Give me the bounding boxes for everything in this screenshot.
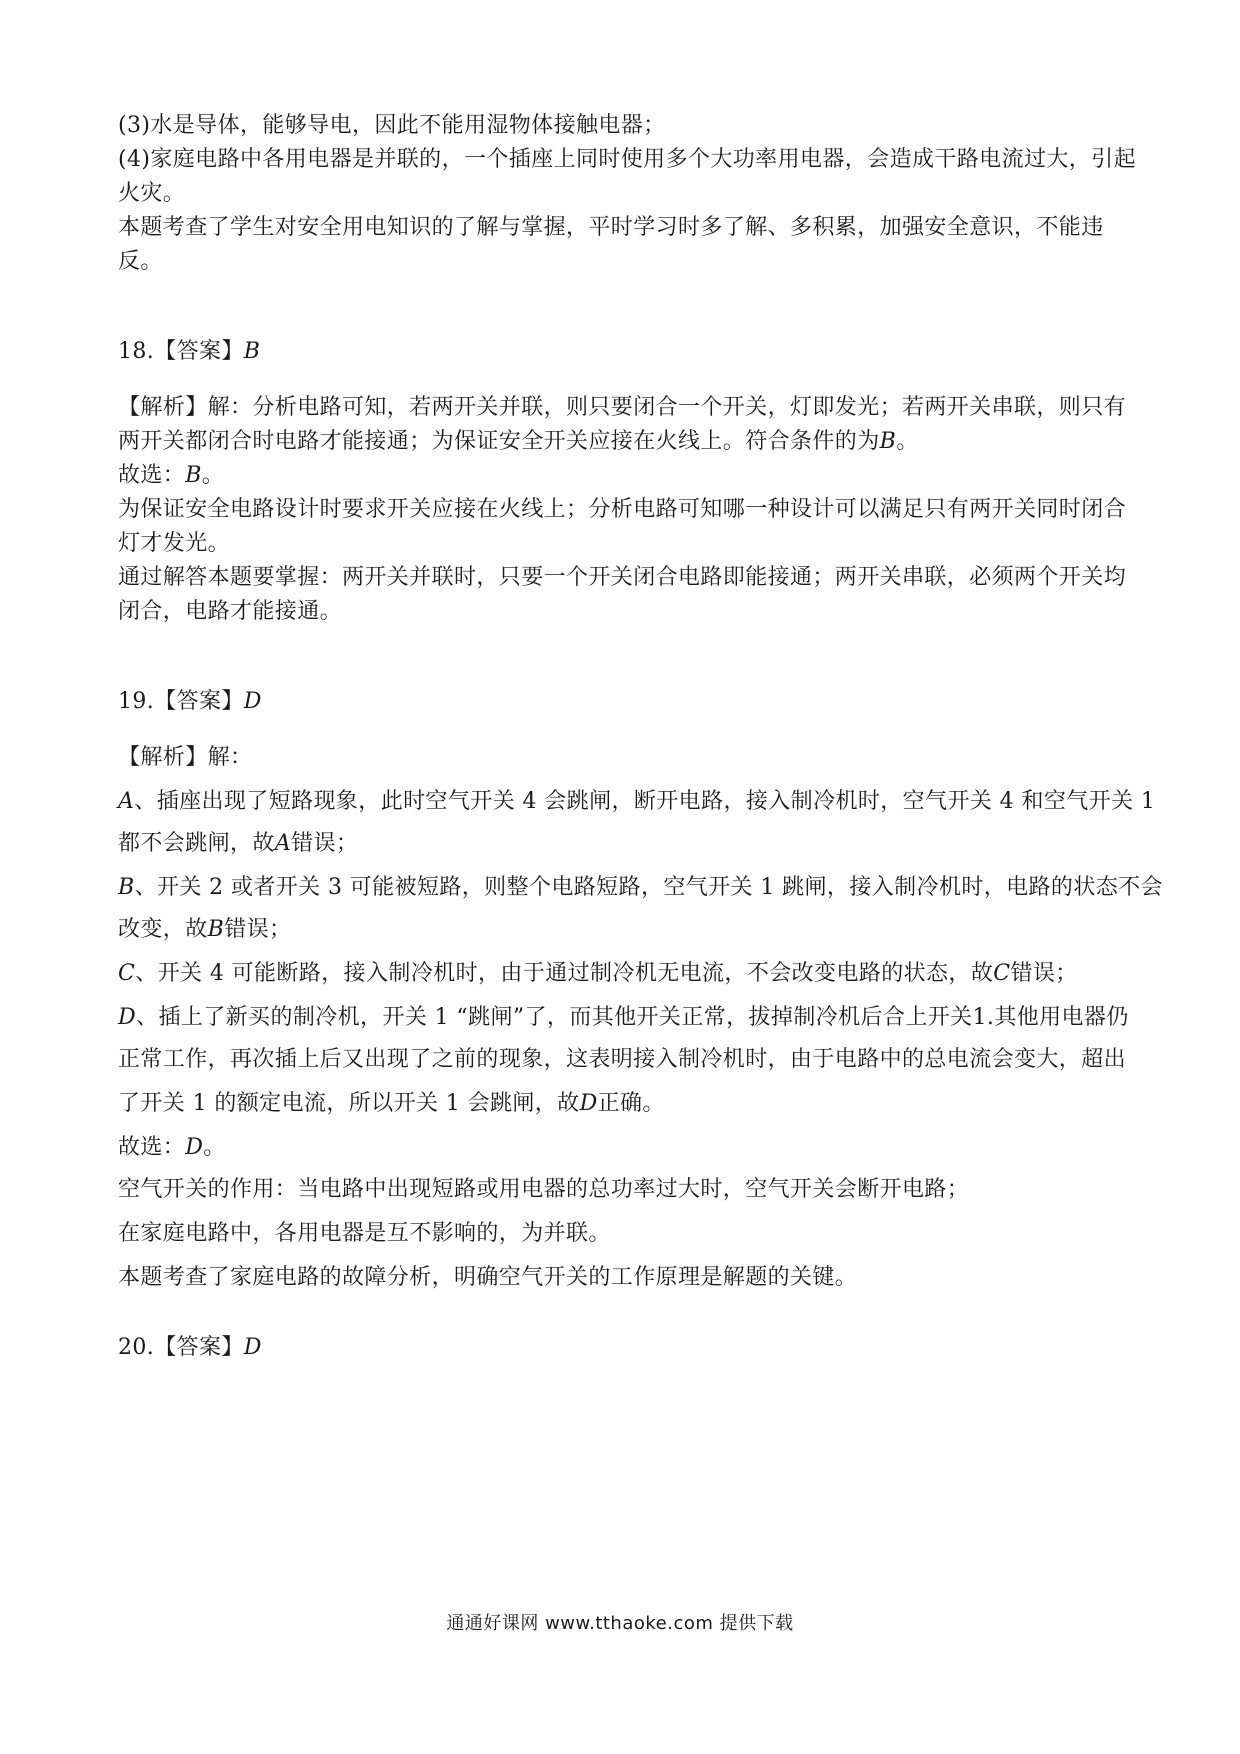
q19-option-d-text: 、插上了新买的制冷机，开关 1 “跳闸”了，而其他开关正常，拔掉制冷机后合上开关1.其他用电器仍 — [136, 1005, 1129, 1030]
q19-option-b-text: 、开关 2 或者开关 3 可能被短路，则整个电路短路，空气开关 1 跳闸，接入制冷机时，电路的状态不会 — [134, 875, 1163, 900]
q19-option-c-letter: C — [118, 961, 136, 986]
q19-option-a-line-2 — [118, 829, 1128, 859]
q19-choice-line — [118, 1133, 1128, 1163]
q19-analysis-line — [118, 743, 1128, 773]
q19-note-1: 空气开关的作用：当电路中出现短路或用电器的总功率过大时，空气开关会断开电路； — [118, 1177, 970, 1202]
q19-option-d-text-3: 了开关 1 的额定电流，所以开关 1 会跳闸，故 — [118, 1091, 580, 1116]
q19-option-a-text: 、插座出现了短路现象，此时空气开关 4 会跳闸，断开电路，接入制冷机时，空气开关 4 和空气开关 1 — [134, 789, 1156, 814]
q18-answer-value: B — [243, 339, 261, 364]
q18-analysis-line-1 — [118, 393, 1128, 423]
q19-choice-punct: 。 — [203, 1135, 226, 1160]
q18-choice-label: 故选： — [118, 463, 186, 488]
q17-point-3: (3)水是导体，能够导电，因此不能用湿物体接触电器； — [118, 113, 666, 138]
q19-option-a-ref: A — [274, 831, 292, 856]
q19-analysis-label: 【解析】 — [118, 745, 208, 770]
q18-answer-line — [118, 337, 1128, 367]
q17-summary-line-2: 反。 — [118, 249, 163, 274]
q19-answer-value: D — [243, 689, 262, 714]
page-footer: 通通好课网 www.tthaoke.com 提供下载 — [446, 1613, 794, 1634]
q19-option-c-text: 、开关 4 可能断路，接入制冷机时，由于通过制冷机无电流，不会改变电路的状态，故 — [135, 961, 994, 986]
q19-option-b-ref: B — [207, 917, 225, 942]
q19-option-b-verdict: 错误； — [224, 917, 292, 942]
q19-answer-label: 【答案】 — [154, 689, 244, 714]
q19-answer-line — [118, 687, 1128, 717]
q19-option-d-line-1 — [118, 1003, 1128, 1033]
q17-summary-line-1: 本题考查了学生对安全用电知识的了解与掌握，平时学习时多了解、多积累，加强安全意识，不能违 — [118, 215, 1104, 240]
q19-option-d-letter: D — [118, 1005, 137, 1030]
q19-choice-letter: D — [185, 1135, 204, 1160]
q20-answer-value: D — [243, 1335, 262, 1360]
q18-choice-punct: 。 — [201, 463, 225, 488]
q18-note-1-line-1: 为保证安全电路设计时要求开关应接在火线上；分析电路可知哪一种设计可以满足只有两开关同时闭合 — [118, 497, 1127, 522]
q19-option-a-text-2: 都不会跳闸，故 — [118, 831, 275, 856]
q18-analysis-text: 解：分析电路可知，若两开关并联，则只要闭合一个开关，灯即发光；若两开关串联，则只有 — [207, 395, 1127, 420]
q19-number: 19. — [118, 689, 155, 714]
q18-note-2-line-1: 通过解答本题要掌握：两开关并联时，只要一个开关闭合电路即能接通；两开关串联，必须两个开关均 — [118, 565, 1127, 590]
q19-option-c-line — [118, 959, 1128, 989]
q19-option-b-letter: B — [118, 875, 135, 900]
q18-note-2-line-2: 闭合，电路才能接通。 — [118, 599, 343, 624]
q20-answer-label: 【答案】 — [154, 1335, 244, 1360]
q18-choice-letter: B — [185, 463, 202, 488]
q19-choice-label: 故选： — [118, 1135, 186, 1160]
q19-option-d-ref: D — [579, 1091, 598, 1116]
q18-choice-line — [118, 461, 1128, 491]
q18-analysis-label: 【解析】 — [118, 395, 208, 420]
q18-analysis-answer-letter: B — [879, 429, 897, 454]
q19-option-d-line-3 — [118, 1089, 1128, 1119]
q18-analysis-punct: 。 — [896, 429, 919, 454]
q19-note-3: 本题考查了家庭电路的故障分析，明确空气开关的工作原理是解题的关键。 — [118, 1265, 858, 1290]
q19-option-c-verdict: 错误； — [1010, 961, 1078, 986]
q19-note-2: 在家庭电路中，各用电器是互不影响的，为并联。 — [118, 1221, 611, 1246]
q19-analysis-intro: 解： — [207, 745, 253, 770]
q19-option-d-verdict: 正确。 — [597, 1091, 665, 1116]
q18-answer-label: 【答案】 — [154, 339, 244, 364]
q19-option-d-line-2: 正常工作，再次插上后又出现了之前的现象，这表明接入制冷机时，由于电路中的总电流会变大，超出 — [118, 1047, 1127, 1072]
q19-option-a-line-1 — [118, 787, 1156, 817]
q20-number: 20. — [118, 1335, 155, 1360]
q18-analysis-line-2 — [118, 427, 1128, 457]
q18-number: 18. — [118, 339, 155, 364]
q17-point-4-line-1: (4)家庭电路中各用电器是并联的，一个插座上同时使用多个大功率用电器，会造成干路电流过大，引起 — [118, 147, 1136, 172]
q20-answer-line — [118, 1333, 1128, 1363]
q19-option-a-letter: A — [118, 789, 135, 814]
q19-option-b-line-1 — [118, 873, 1163, 903]
q19-option-b-text-2: 改变，故 — [118, 917, 208, 942]
q19-option-c-ref: C — [993, 961, 1011, 986]
q18-note-1-line-2: 灯才发光。 — [118, 531, 231, 556]
q18-analysis-text-2: 两开关都闭合时电路才能接通；为保证安全开关应接在火线上。符合条件的为 — [118, 429, 880, 454]
q17-point-4-line-2: 火灾。 — [118, 181, 186, 206]
q19-option-b-line-2 — [118, 915, 1128, 945]
q19-option-a-verdict: 错误； — [291, 831, 359, 856]
